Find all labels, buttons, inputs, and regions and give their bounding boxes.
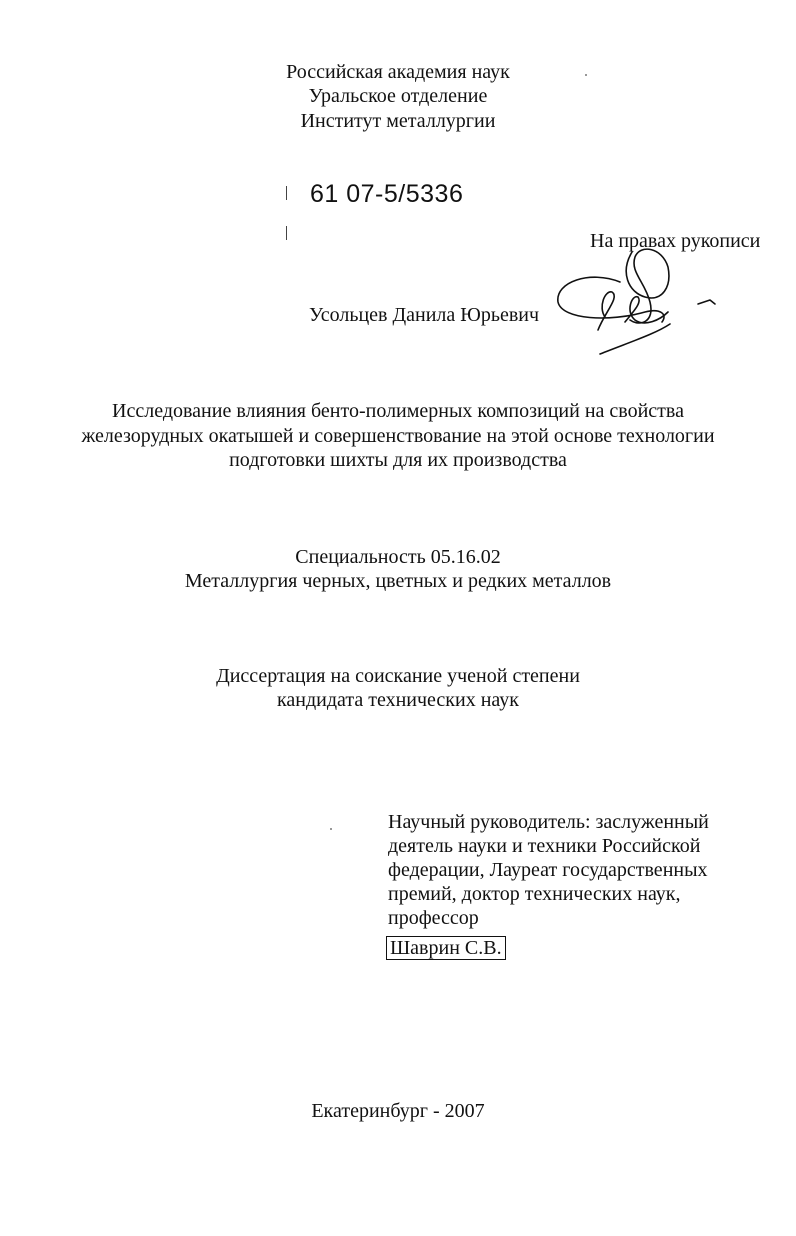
handwritten-signature bbox=[550, 242, 730, 357]
supervisor-line-5: профессор bbox=[388, 907, 479, 929]
header-academy: Российская академия наук bbox=[286, 61, 510, 83]
scan-speck bbox=[330, 828, 332, 830]
specialty-name: Металлургия черных, цветных и редких металлов bbox=[184, 570, 612, 592]
title-line-3: подготовки шихты для их производства bbox=[229, 449, 567, 471]
rights-note: На правах рукописи bbox=[590, 230, 761, 252]
title-line-1: Исследование влияния бенто-полимерных композиций на свойства bbox=[112, 400, 684, 422]
supervisor-line-1: Научный руководитель: заслуженный bbox=[388, 811, 709, 833]
header-institute: Институт металлургии bbox=[300, 110, 496, 132]
supervisor-line-4: премий, доктор технических наук, bbox=[388, 883, 681, 905]
degree-line-2: кандидата технических наук bbox=[276, 689, 520, 711]
header-branch: Уральское отделение bbox=[308, 85, 488, 107]
author-name: Усольцев Данила Юрьевич bbox=[309, 304, 540, 326]
supervisor-line-2: деятель науки и техники Российской bbox=[388, 835, 701, 857]
catalog-stamp-number: 61 07-5/5336 bbox=[310, 180, 464, 208]
title-line-2: железорудных окатышей и совершенствование на этой основе технологии bbox=[81, 425, 715, 447]
place-and-year: Екатеринбург - 2007 bbox=[311, 1100, 485, 1122]
specialty-code: Специальность 05.16.02 bbox=[295, 546, 501, 568]
margin-mark-bottom bbox=[286, 226, 287, 240]
supervisor-name: Шаврин С.В. bbox=[386, 936, 506, 960]
supervisor-line-3: федерации, Лауреат государственных bbox=[388, 859, 708, 881]
scan-speck bbox=[585, 74, 587, 76]
margin-mark-top bbox=[286, 186, 287, 200]
degree-line-1: Диссертация на соискание ученой степени bbox=[216, 665, 580, 687]
